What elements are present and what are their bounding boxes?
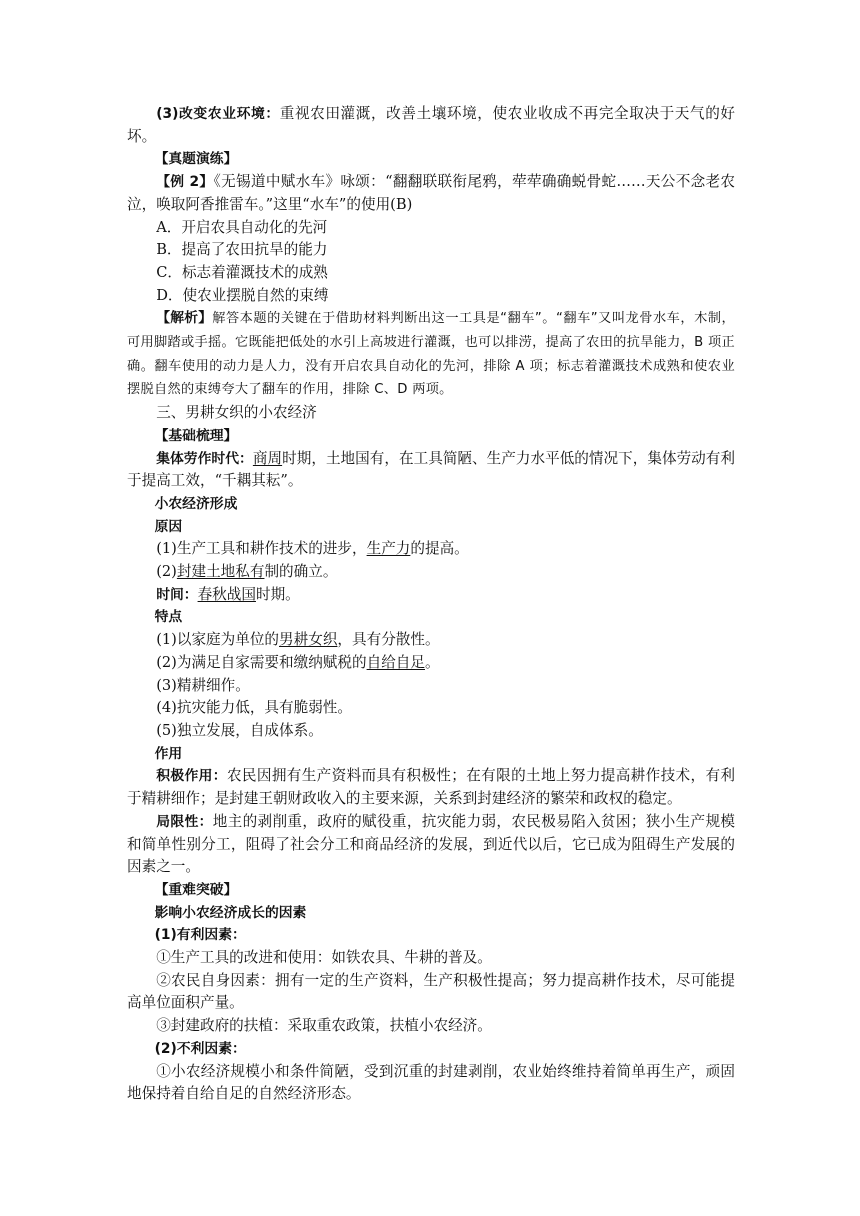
answer-underline: 春秋战国 xyxy=(197,585,256,603)
example-question xyxy=(127,171,735,216)
item-text: 时期，土地国有，在工具简陋、生产力水平低的情况下，集体劳动有利于提高工效，“千耦其耘”。 xyxy=(127,449,735,490)
analysis-paragraph xyxy=(127,307,735,402)
reason-2 xyxy=(127,561,735,584)
example-text: 《无锡道中赋水车》咏颂：“翻翻联联衔尾鸦，荦荦确确蜕骨蛇……天公不念老农泣，唤取阿香推雷车。”这里“水车”的使用(B) xyxy=(127,173,735,213)
item-text: 地主的剥削重，政府的赋役重，抗灾能力弱，农民极易陷入贫困；狭小生产规模和简单性别分工，阻碍了社会分工和商品经济的发展，到近代以后，它已成为阻碍生产发展的因素之一。 xyxy=(127,812,735,876)
analysis-text: 解答本题的关键在于借助材料判断出这一工具是“翻车”。“翻车”又叫龙骨水车，木制，可用脚踏或手摇。它既能把低处的水引上高坡进行灌溉，也可以排涝，提高了农田的抗旱能力，B 项正确。翻车使用的动力是人力，没有开启农具自动化的先河，排除 A 项；标志着灌溉技术成熟和使农业摆脱自然的束缚夸大了翻车的作用，排除 C、D 两项。 xyxy=(127,311,735,398)
answer-underline: 封建土地私有 xyxy=(176,563,265,581)
item-text: 重视农田灌溉，改善土壤环境，使农业收成不再完全取决于天气的好坏。 xyxy=(127,105,735,145)
subheading-formation: 小农经济形成 xyxy=(154,495,238,512)
subheading-features: 特点 xyxy=(154,609,183,626)
answer-underline: 男耕女织 xyxy=(279,631,338,649)
feature-4: (4)抗灾能力低，具有脆弱性。 xyxy=(156,699,352,717)
answer-underline: 商周 xyxy=(252,449,283,467)
section-title-3: 三、男耕女织的小农经济 xyxy=(156,404,317,422)
answer-underline: 生产力 xyxy=(366,540,411,558)
text: 时期。 xyxy=(255,585,300,603)
item-heading: (3)改变农业环境： xyxy=(156,106,280,122)
favorable-factor-2: ②农民自身因素：拥有一定的生产资料，生产积极性提高；努力提高耕作技术，尽可能提高单位面积产量。 xyxy=(127,971,735,1012)
text: 的提高。 xyxy=(410,540,469,558)
section-label-zhongnan: 【重难突破】 xyxy=(154,881,238,898)
text: (2)为满足自家需要和缴纳赋税的 xyxy=(156,653,367,671)
reason-1 xyxy=(127,538,735,561)
feature-3: (3)精耕细作。 xyxy=(156,676,250,694)
feature-5: (5)独立发展，自成体系。 xyxy=(156,721,323,739)
text: ，具有分散性。 xyxy=(337,631,440,649)
unfavorable-factors-heading: (2)不利因素： xyxy=(154,1040,246,1057)
favorable-factor-3: ③封建政府的扶植：采取重农政策，扶植小农经济。 xyxy=(156,1017,492,1035)
item-text: 农民因拥有生产资料而具有积极性；在有限的土地上努力提高耕作技术，有利于精耕细作；是封建王朝财政收入的主要来源，关系到封建经济的繁荣和政权的稳定。 xyxy=(127,767,735,808)
feature-2 xyxy=(127,652,735,675)
text: (1)生产工具和耕作技术的进步， xyxy=(156,540,367,558)
text: 制的确立。 xyxy=(264,563,338,581)
subheading-factors: 影响小农经济成长的因素 xyxy=(154,904,307,921)
answer-underline: 自给自足 xyxy=(366,653,425,671)
section-label-zhenti: 【真题演练】 xyxy=(154,151,238,168)
positive-effect-paragraph xyxy=(127,765,735,810)
paragraph-agri-environment xyxy=(127,103,735,148)
option-c: C．标志着灌溉技术的成熟 xyxy=(156,263,328,281)
collective-labor-paragraph xyxy=(127,448,735,493)
item-heading: 集体劳作时代： xyxy=(156,450,253,467)
analysis-label: 【解析】 xyxy=(156,310,213,327)
text: (2) xyxy=(156,563,177,581)
text: 。 xyxy=(424,653,440,671)
time-line xyxy=(127,584,735,607)
item-heading: 局限性： xyxy=(156,813,213,830)
feature-1 xyxy=(127,629,735,652)
subheading-effects: 作用 xyxy=(154,745,183,762)
option-b: B．提高了农田抗旱的能力 xyxy=(156,241,328,259)
subheading-reasons: 原因 xyxy=(154,518,183,535)
item-heading: 积极作用： xyxy=(156,768,227,785)
option-d: D．使农业摆脱自然的束缚 xyxy=(156,286,329,304)
favorable-factor-1: ①生产工具的改进和使用：如铁农具、牛耕的普及。 xyxy=(156,949,492,967)
unfavorable-factor-1: ①小农经济规模小和条件简陋，受到沉重的封建剥削，农业始终维持着简单再生产，顽固地保持着自给自足的自然经济形态。 xyxy=(127,1062,735,1103)
document-page xyxy=(127,103,735,1106)
section-label-jichu: 【基础梳理】 xyxy=(154,427,238,444)
limitation-paragraph xyxy=(127,811,735,879)
favorable-factors-heading: (1)有利因素： xyxy=(154,927,246,944)
option-a: A．开启农具自动化的先河 xyxy=(156,218,328,236)
item-heading: 时间： xyxy=(156,586,198,603)
example-label: 【例 2】 xyxy=(156,174,214,191)
text: (1)以家庭为单位的 xyxy=(156,631,280,649)
